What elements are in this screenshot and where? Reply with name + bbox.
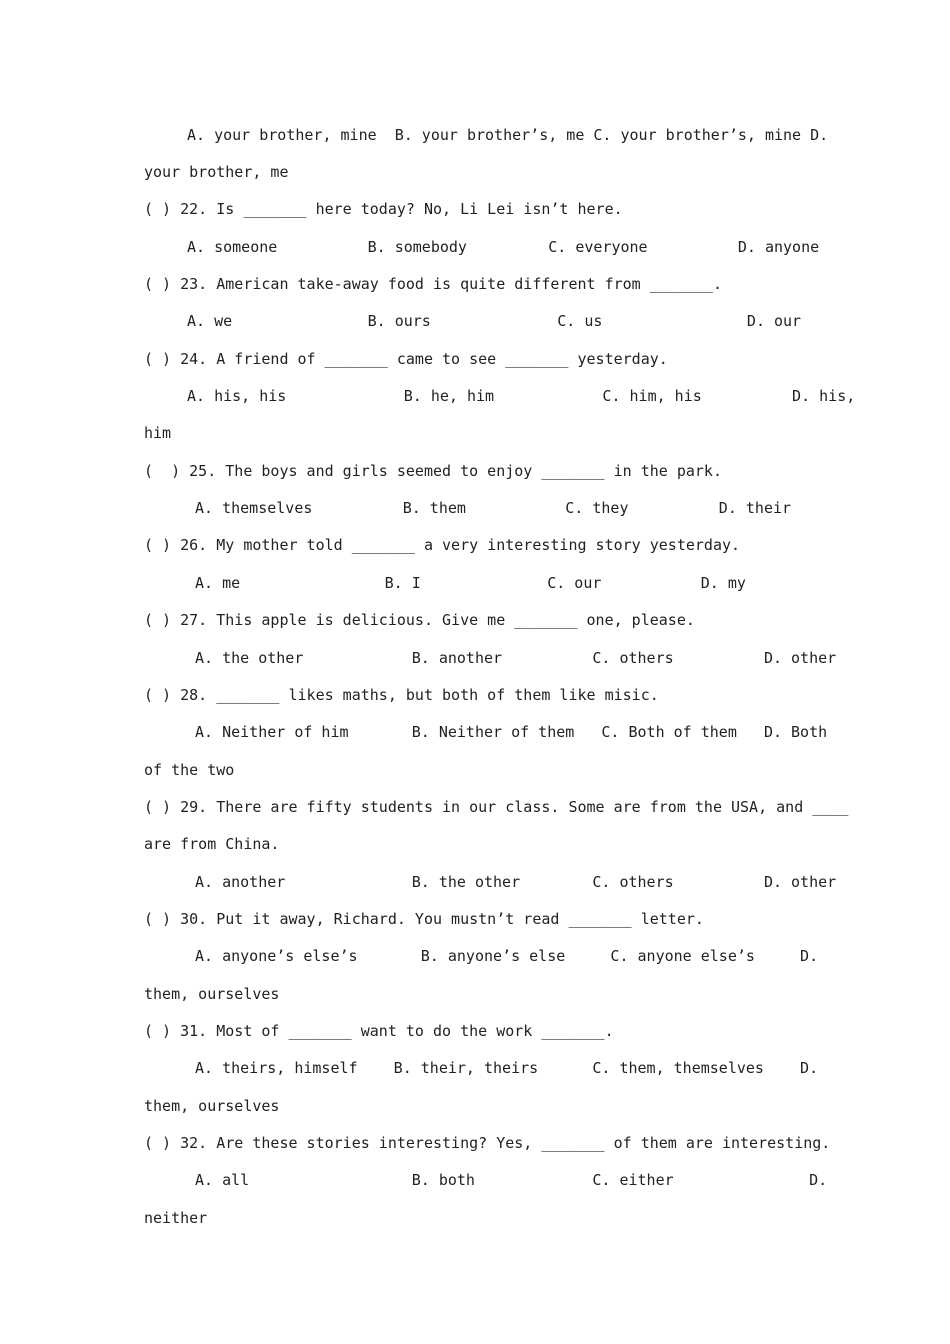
q28-options-line1: A. Neither of him B. Neither of them C. Both of them D. Both (195, 723, 828, 741)
q29-options: A. another B. the other C. others D. other (195, 873, 837, 891)
q30-question: ( ) 30. Put it away, Richard. You mustn’t read _______ letter. (144, 910, 704, 928)
q29-question-line2: are from China. (144, 835, 280, 853)
q28-options-line2: of the two (144, 761, 235, 779)
q28-question: ( ) 28. _______ likes maths, but both of them like misic. (144, 686, 659, 704)
q32-question: ( ) 32. Are these stories interesting? Yes, _______ of them are interesting. (144, 1134, 831, 1152)
q24-options-line2: him (144, 424, 172, 442)
q29-question-line1: ( ) 29. There are fifty students in our class. Some are from the USA, and ____ (144, 798, 849, 816)
q32-options-line2: neither (144, 1209, 208, 1227)
q25-question: ( ) 25. The boys and girls seemed to enjoy _______ in the park. (144, 462, 722, 480)
q26-options: A. me B. I C. our D. my (195, 574, 746, 592)
q31-options-line2: them, ourselves (144, 1097, 280, 1115)
q21-options-line1: A. your brother, mine B. your brother’s, me C. your brother’s, mine D. (187, 126, 829, 144)
q23-question: ( ) 23. American take-away food is quite different from _______. (144, 275, 722, 293)
q31-options-line1: A. theirs, himself B. their, theirs C. them, themselves D. (195, 1059, 819, 1077)
q30-options-line1: A. anyone’s else’s B. anyone’s else C. anyone else’s D. (195, 947, 819, 965)
q27-question: ( ) 27. This apple is delicious. Give me _______ one, please. (144, 611, 695, 629)
q30-options-line2: them, ourselves (144, 985, 280, 1003)
q22-question: ( ) 22. Is _______ here today? No, Li Lei isn’t here. (144, 200, 623, 218)
q22-options: A. someone B. somebody C. everyone D. anyone (187, 238, 820, 256)
q32-options-line1: A. all B. both C. either D. (195, 1171, 828, 1189)
q27-options: A. the other B. another C. others D. other (195, 649, 837, 667)
q25-options: A. themselves B. them C. they D. their (195, 499, 792, 517)
q21-options-line2: your brother, me (144, 163, 289, 181)
q23-options: A. we B. ours C. us D. our (187, 312, 802, 330)
q31-question: ( ) 31. Most of _______ want to do the work _______. (144, 1022, 614, 1040)
q24-options-line1: A. his, his B. he, him C. him, his D. his, (187, 387, 856, 405)
q26-question: ( ) 26. My mother told _______ a very interesting story yesterday. (144, 536, 741, 554)
q24-question: ( ) 24. A friend of _______ came to see _______ yesterday. (144, 350, 668, 368)
